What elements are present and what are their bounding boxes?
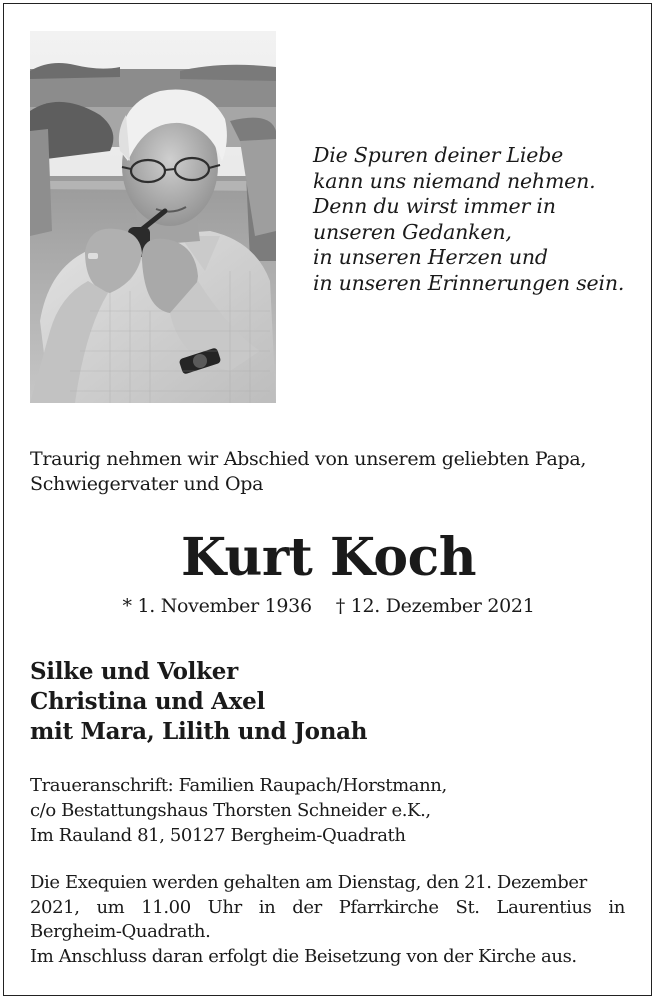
verse-line: unseren Gedanken, bbox=[313, 219, 512, 244]
service-word: 2021, bbox=[30, 896, 80, 918]
service-word: der bbox=[292, 896, 322, 918]
service-word: in bbox=[258, 896, 276, 918]
verse-line: Denn du wirst immer in bbox=[313, 194, 556, 218]
birth-date: * 1. November 1936 bbox=[122, 595, 312, 617]
service-word: Pfarrkirche bbox=[338, 896, 439, 918]
mourning-address bbox=[30, 773, 447, 848]
service-line: Die Exequien werden gehalten am Dienstag, den 21. Dezember bbox=[30, 872, 587, 893]
service-word: St. bbox=[455, 896, 480, 918]
service-word: 11.00 bbox=[141, 896, 191, 918]
verse-line: in unseren Erinnerungen sein. bbox=[313, 270, 625, 295]
family-line: Silke und Volker bbox=[30, 658, 238, 685]
verse-line: kann uns niemand nehmen. bbox=[313, 168, 596, 193]
funeral-service-info bbox=[30, 871, 625, 969]
family-line: Christina und Axel bbox=[30, 688, 265, 715]
memorial-verse bbox=[313, 143, 643, 296]
service-word: Uhr bbox=[207, 896, 242, 918]
service-word: um bbox=[96, 896, 125, 918]
address-line: c/o Bestattungshaus Thorsten Schneider e.K., bbox=[30, 800, 431, 821]
service-word: Laurentius bbox=[496, 896, 592, 918]
life-dates bbox=[0, 594, 657, 618]
address-line: Im Rauland 81, 50127 Bergheim-Quadrath bbox=[30, 825, 406, 846]
portrait-image bbox=[30, 31, 276, 403]
intro-line: Traurig nehmen wir Abschied von unserem geliebten Papa, bbox=[30, 448, 587, 470]
verse-line: in unseren Herzen und bbox=[313, 245, 548, 269]
family-line: mit Mara, Lilith und Jonah bbox=[30, 718, 368, 745]
deceased-name: Kurt Koch bbox=[180, 527, 477, 588]
service-line: Bergheim-Quadrath. bbox=[30, 921, 211, 942]
farewell-intro bbox=[30, 447, 630, 497]
service-line: Im Anschluss daran erfolgt die Beisetzung von der Kirche aus. bbox=[30, 945, 577, 967]
death-date: † 12. Dezember 2021 bbox=[335, 595, 535, 617]
service-line bbox=[30, 896, 625, 921]
portrait-photo bbox=[30, 31, 276, 403]
family-names bbox=[30, 657, 367, 747]
address-line: Traueranschrift: Familien Raupach/Horstmann, bbox=[30, 775, 447, 796]
intro-line: Schwiegervater und Opa bbox=[30, 473, 264, 495]
verse-line: Die Spuren deiner Liebe bbox=[313, 143, 564, 167]
service-word: in bbox=[608, 896, 625, 918]
